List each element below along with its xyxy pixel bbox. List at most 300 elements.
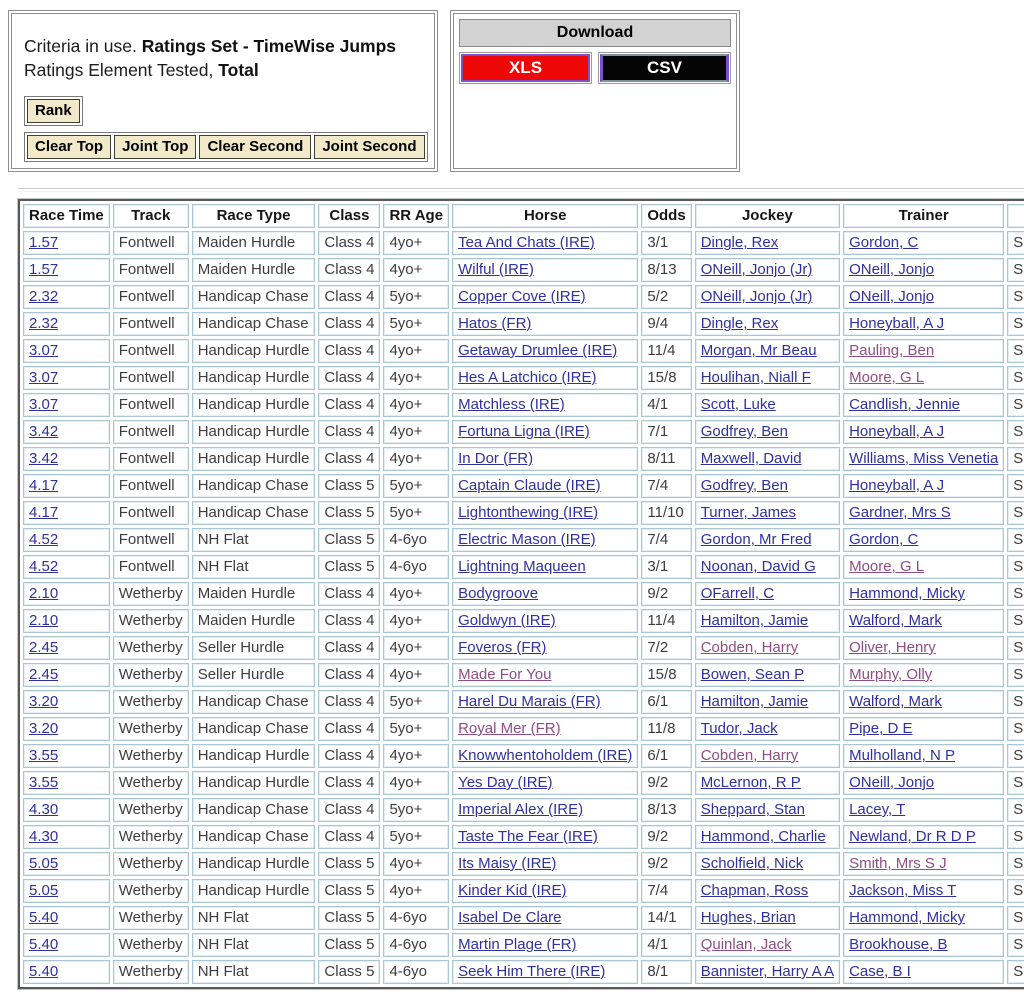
race-type-cell: Maiden Hurdle [192,609,316,633]
jockey-link[interactable]: Dingle, Rex [700,315,779,332]
horse-link[interactable]: Imperial Alex (IRE) [458,801,584,818]
table-row [23,582,1024,606]
race-type-cell: Handicap Chase [192,798,316,822]
race-type-cell: Maiden Hurdle [192,231,316,255]
trainer-link-cell [843,339,1004,363]
class-cell: Class 4 [318,771,380,795]
filter-button-row [24,132,422,162]
extra-cell: S [1007,609,1024,633]
trainer-link[interactable]: Honeyball, A J [849,315,945,332]
horse-link[interactable]: Harel Du Marais (FR) [458,693,601,710]
horse-link[interactable]: Copper Cove (IRE) [458,288,586,305]
horse-link[interactable]: Tea And Chats (IRE) [458,234,595,251]
trainer-link[interactable]: Hammond, Micky [849,909,965,926]
jockey-link[interactable]: Godfrey, Ben [700,423,788,440]
jockey-link[interactable]: Godfrey, Ben [700,477,788,494]
horse-link[interactable]: In Dor (FR) [458,450,534,467]
jockey-link[interactable]: Houlihan, Niall F [700,369,811,386]
extra-cell: S [1007,447,1024,471]
horse-link-cell [452,933,638,957]
trainer-link-cell [843,582,1004,606]
rr-age-cell: 4-6yo [383,960,449,984]
horse-link-cell [452,744,638,768]
jockey-link[interactable]: ONeill, Jonjo (Jr) [700,261,813,278]
odds-cell: 3/1 [641,555,691,579]
table-row [23,528,1024,552]
jockey-link[interactable]: Hamilton, Jamie [700,693,809,710]
race-time-link-cell [23,690,110,714]
extra-cell: S [1007,933,1024,957]
download-panel-title: Download [459,19,731,47]
rr-age-cell: 4yo+ [383,420,449,444]
jockey-link[interactable]: ONeill, Jonjo (Jr) [700,288,813,305]
trainer-link[interactable]: ONeill, Jonjo [849,774,935,791]
track-cell: Wetherby [113,636,189,660]
race-time-link-cell [23,258,110,282]
race-time-link-cell [23,285,110,309]
trainer-link-cell [843,447,1004,471]
class-cell: Class 5 [318,474,380,498]
race-time-link[interactable]: 3.42 [29,450,59,467]
criteria-line-2 [24,58,422,82]
jockey-link[interactable]: Scholfield, Nick [700,855,804,872]
column-header [1007,204,1024,228]
race-time-link[interactable]: 3.55 [29,747,59,764]
race-time-link[interactable]: 5.05 [29,855,59,872]
clear-top-button[interactable]: Clear Top [27,135,111,159]
class-cell: Class 5 [318,960,380,984]
track-cell: Fontwell [113,231,189,255]
horse-link[interactable]: Fortuna Ligna (IRE) [458,423,590,440]
horse-link[interactable]: Matchless (IRE) [458,396,565,413]
jockey-link-cell [695,771,840,795]
trainer-link-cell [843,852,1004,876]
race-time-link[interactable]: 4.52 [29,558,59,575]
horse-link[interactable]: Goldwyn (IRE) [458,612,556,629]
race-time-link[interactable]: 5.05 [29,882,59,899]
trainer-link[interactable]: Walford, Mark [849,693,942,710]
jockey-link-cell [695,879,840,903]
rr-age-cell: 5yo+ [383,474,449,498]
race-time-link[interactable]: 4.52 [29,531,59,548]
race-time-link[interactable]: 2.45 [29,639,59,656]
horse-link-cell [452,420,638,444]
extra-cell: S [1007,366,1024,390]
rr-age-cell: 4yo+ [383,366,449,390]
class-cell: Class 5 [318,501,380,525]
race-type-cell: Handicap Chase [192,474,316,498]
horse-link[interactable]: Lightonthewing (IRE) [458,504,599,521]
horse-link-cell [452,528,638,552]
rank-button[interactable]: Rank [27,99,80,123]
horse-link[interactable]: Bodygroove [458,585,539,602]
trainer-link[interactable]: Candlish, Jennie [849,396,960,413]
race-time-link[interactable]: 2.45 [29,666,59,683]
race-time-link-cell [23,798,110,822]
horse-link-cell [452,636,638,660]
jockey-link-cell [695,231,840,255]
horse-link-cell [452,690,638,714]
joint-top-button[interactable]: Joint Top [114,135,196,159]
table-row [23,366,1024,390]
race-time-link-cell [23,528,110,552]
horse-link[interactable]: Seek Him There (IRE) [458,963,606,980]
race-time-link[interactable]: 3.07 [29,369,59,386]
criteria-panel [8,10,438,172]
horse-link-cell [452,339,638,363]
jockey-link[interactable]: Hammond, Charlie [700,828,826,845]
jockey-link[interactable]: Bannister, Harry A A [700,963,835,980]
race-type-cell: NH Flat [192,528,316,552]
odds-cell: 15/8 [641,366,691,390]
extra-cell: S [1007,744,1024,768]
race-time-link[interactable]: 2.32 [29,315,59,332]
trainer-link-cell [843,825,1004,849]
table-row [23,798,1024,822]
odds-cell: 8/11 [641,447,691,471]
download-csv-button[interactable]: CSV [600,54,729,82]
criteria-line-1-prefix: Criteria in use. [24,36,142,56]
race-time-link[interactable]: 2.32 [29,288,59,305]
race-time-link[interactable]: 4.30 [29,828,59,845]
trainer-link[interactable]: Hammond, Micky [849,585,965,602]
jockey-link[interactable]: Hughes, Brian [700,909,796,926]
jockey-link-cell [695,474,840,498]
filter-button-shell [24,132,428,162]
race-time-link[interactable]: 3.07 [29,342,59,359]
jockey-link[interactable]: Chapman, Ross [700,882,809,899]
trainer-link-cell [843,636,1004,660]
trainer-link-cell [843,555,1004,579]
jockey-link[interactable]: OFarrell, C [700,585,775,602]
track-cell: Fontwell [113,420,189,444]
extra-cell: S [1007,717,1024,741]
race-time-link[interactable]: 5.40 [29,963,59,980]
odds-cell: 3/1 [641,231,691,255]
jockey-link-cell [695,825,840,849]
table-row [23,555,1024,579]
jockey-link[interactable]: Tudor, Jack [700,720,778,737]
race-time-link-cell [23,906,110,930]
jockey-link[interactable]: Maxwell, David [700,450,802,467]
trainer-link[interactable]: Smith, Mrs S J [849,855,947,872]
horse-link-cell [452,555,638,579]
trainer-link[interactable]: Pipe, D E [849,720,913,737]
race-type-cell: Handicap Hurdle [192,771,316,795]
race-time-link[interactable]: 5.40 [29,909,59,926]
race-time-link[interactable]: 3.55 [29,774,59,791]
jockey-link[interactable]: Sheppard, Stan [700,801,805,818]
trainer-link[interactable]: Jackson, Miss T [849,882,957,899]
trainer-link[interactable]: ONeill, Jonjo [849,288,935,305]
trainer-link-cell [843,744,1004,768]
trainer-link[interactable]: Walford, Mark [849,612,942,629]
column-header: Race Time [23,204,110,228]
trainer-link[interactable]: Pauling, Ben [849,342,935,359]
trainer-link-cell [843,960,1004,984]
race-type-cell: Maiden Hurdle [192,582,316,606]
race-time-link[interactable]: 1.57 [29,261,59,278]
jockey-link[interactable]: Scott, Luke [700,396,776,413]
jockey-link-cell [695,960,840,984]
jockey-link[interactable]: Dingle, Rex [700,234,779,251]
horse-link-cell [452,501,638,525]
odds-cell: 7/4 [641,528,691,552]
track-cell: Fontwell [113,339,189,363]
table-row [23,339,1024,363]
trainer-link[interactable]: Moore, G L [849,369,925,386]
race-time-link-cell [23,582,110,606]
odds-cell: 4/1 [641,933,691,957]
table-row [23,285,1024,309]
trainer-link[interactable]: Mulholland, N P [849,747,955,764]
horse-link[interactable]: Wilful (IRE) [458,261,534,278]
race-time-link[interactable]: 5.40 [29,936,59,953]
race-time-link[interactable]: 3.42 [29,423,59,440]
extra-cell: S [1007,690,1024,714]
jockey-link[interactable]: Quinlan, Jack [700,936,792,953]
horse-link-cell [452,474,638,498]
jockey-link[interactable]: Cobden, Harry [700,639,799,656]
jockey-link[interactable]: McLernon, R P [700,774,801,791]
jockey-link-cell [695,744,840,768]
clear-second-button[interactable]: Clear Second [199,135,311,159]
criteria-line-2-prefix: Ratings Element Tested, [24,60,219,80]
extra-cell: S [1007,960,1024,984]
trainer-link[interactable]: Lacey, T [849,801,906,818]
table-row [23,393,1024,417]
trainer-link[interactable]: Newland, Dr R D P [849,828,976,845]
rr-age-cell: 4yo+ [383,339,449,363]
trainer-link[interactable]: Honeyball, A J [849,477,945,494]
horse-link[interactable]: Isabel De Clare [458,909,562,926]
odds-cell: 11/10 [641,501,691,525]
class-cell: Class 4 [318,258,380,282]
horse-link-cell [452,771,638,795]
trainer-link[interactable]: Moore, G L [849,558,925,575]
race-type-cell: Seller Hurdle [192,663,316,687]
table-row [23,501,1024,525]
table-row [23,231,1024,255]
table-row [23,609,1024,633]
trainer-link-cell [843,933,1004,957]
horse-link[interactable]: Getaway Drumlee (IRE) [458,342,618,359]
class-cell: Class 4 [318,285,380,309]
extra-cell: S [1007,771,1024,795]
horse-link[interactable]: Captain Claude (IRE) [458,477,601,494]
download-xls-button[interactable]: XLS [461,54,590,82]
rank-button-row [24,96,422,126]
extra-cell: S [1007,258,1024,282]
trainer-link[interactable]: Murphy, Olly [849,666,933,683]
odds-cell: 9/2 [641,771,691,795]
extra-cell: S [1007,636,1024,660]
horse-link-cell [452,663,638,687]
horse-link-cell [452,609,638,633]
jockey-link-cell [695,663,840,687]
table-row [23,744,1024,768]
horse-link[interactable]: Hatos (FR) [458,315,532,332]
jockey-link[interactable]: Cobden, Harry [700,747,799,764]
horse-link[interactable]: Kinder Kid (IRE) [458,882,567,899]
horse-link-cell [452,906,638,930]
extra-cell: S [1007,798,1024,822]
extra-cell: S [1007,528,1024,552]
track-cell: Fontwell [113,528,189,552]
rr-age-cell: 4yo+ [383,663,449,687]
horse-link[interactable]: Taste The Fear (IRE) [458,828,598,845]
extra-cell: S [1007,285,1024,309]
table-row [23,420,1024,444]
class-cell: Class 5 [318,555,380,579]
trainer-link-cell [843,609,1004,633]
horse-link[interactable]: Its Maisy (IRE) [458,855,557,872]
race-type-cell: Handicap Chase [192,285,316,309]
rank-button-shell [24,96,83,126]
horse-link[interactable]: Foveros (FR) [458,639,547,656]
jockey-link-cell [695,852,840,876]
class-cell: Class 4 [318,312,380,336]
jockey-link[interactable]: Gordon, Mr Fred [700,531,812,548]
extra-cell: S [1007,825,1024,849]
jockey-link[interactable]: Turner, James [700,504,796,521]
ratings-table-body [23,231,1024,984]
table-row [23,690,1024,714]
column-header: Horse [452,204,638,228]
rr-age-cell: 4-6yo [383,906,449,930]
race-time-link[interactable]: 3.20 [29,693,59,710]
section-divider [18,188,1024,192]
top-row [8,10,1024,172]
class-cell: Class 4 [318,366,380,390]
race-time-link-cell [23,609,110,633]
horse-link[interactable]: Made For You [458,666,552,683]
rr-age-cell: 4yo+ [383,771,449,795]
extra-cell: S [1007,906,1024,930]
trainer-link-cell [843,366,1004,390]
race-time-link-cell [23,447,110,471]
csv-button-cell [598,52,731,84]
table-row [23,960,1024,984]
rr-age-cell: 5yo+ [383,825,449,849]
race-time-link[interactable]: 4.17 [29,504,59,521]
trainer-link[interactable]: Gardner, Mrs S [849,504,951,521]
race-time-link[interactable]: 3.20 [29,720,59,737]
trainer-link[interactable]: ONeill, Jonjo [849,261,935,278]
race-time-link[interactable]: 4.17 [29,477,59,494]
trainer-link[interactable]: Williams, Miss Venetia [849,450,999,467]
race-time-link-cell [23,312,110,336]
odds-cell: 14/1 [641,906,691,930]
trainer-link[interactable]: Honeyball, A J [849,423,945,440]
jockey-link[interactable]: Hamilton, Jamie [700,612,809,629]
jockey-link[interactable]: Noonan, David G [700,558,816,575]
trainer-link[interactable]: Brookhouse, B [849,936,948,953]
jockey-link-cell [695,636,840,660]
trainer-link[interactable]: Case, B I [849,963,911,980]
horse-link-cell [452,852,638,876]
jockey-link-cell [695,285,840,309]
trainer-link[interactable]: Oliver, Henry [849,639,936,656]
race-time-link[interactable]: 4.30 [29,801,59,818]
jockey-link-cell [695,366,840,390]
jockey-link-cell [695,258,840,282]
jockey-link[interactable]: Morgan, Mr Beau [700,342,817,359]
race-type-cell: Handicap Hurdle [192,879,316,903]
extra-cell: S [1007,663,1024,687]
rr-age-cell: 5yo+ [383,690,449,714]
extra-cell: S [1007,231,1024,255]
joint-second-button[interactable]: Joint Second [314,135,424,159]
race-time-link-cell [23,339,110,363]
horse-link-cell [452,879,638,903]
race-time-link-cell [23,366,110,390]
class-cell: Class 4 [318,339,380,363]
race-time-link[interactable]: 2.10 [29,612,59,629]
horse-link-cell [452,825,638,849]
odds-cell: 9/2 [641,852,691,876]
odds-cell: 6/1 [641,690,691,714]
trainer-link[interactable]: Gordon, C [849,531,919,548]
table-row [23,447,1024,471]
race-time-link[interactable]: 1.57 [29,234,59,251]
jockey-link-cell [695,555,840,579]
horse-link[interactable]: Yes Day (IRE) [458,774,553,791]
xls-button-cell [459,52,592,84]
jockey-link-cell [695,339,840,363]
race-time-link-cell [23,879,110,903]
rr-age-cell: 5yo+ [383,717,449,741]
rr-age-cell: 4yo+ [383,636,449,660]
trainer-link[interactable]: Gordon, C [849,234,919,251]
jockey-link[interactable]: Bowen, Sean P [700,666,805,683]
race-time-link-cell [23,744,110,768]
horse-link[interactable]: Lightning Maqueen [458,558,586,575]
race-type-cell: Handicap Chase [192,690,316,714]
rr-age-cell: 4yo+ [383,231,449,255]
class-cell: Class 4 [318,798,380,822]
horse-link[interactable]: Martin Plage (FR) [458,936,577,953]
race-time-link[interactable]: 3.07 [29,396,59,413]
horse-link[interactable]: Knowwhentoholdem (IRE) [458,747,633,764]
odds-cell: 7/4 [641,879,691,903]
horse-link[interactable]: Electric Mason (IRE) [458,531,596,548]
race-time-link-cell [23,231,110,255]
table-row [23,771,1024,795]
horse-link[interactable]: Hes A Latchico (IRE) [458,369,597,386]
odds-cell: 7/2 [641,636,691,660]
ratings-set-value: Ratings Set - TimeWise Jumps [141,36,396,56]
race-time-link-cell [23,636,110,660]
horse-link[interactable]: Royal Mer (FR) [458,720,561,737]
jockey-link-cell [695,393,840,417]
table-row [23,717,1024,741]
track-cell: Wetherby [113,879,189,903]
column-header: RR Age [383,204,449,228]
jockey-link-cell [695,906,840,930]
table-row [23,879,1024,903]
table-row [23,312,1024,336]
ratings-table [18,199,1024,989]
race-time-link-cell [23,960,110,984]
trainer-link-cell [843,420,1004,444]
race-type-cell: NH Flat [192,960,316,984]
class-cell: Class 4 [318,663,380,687]
rr-age-cell: 4yo+ [383,582,449,606]
download-panel [450,10,740,172]
race-time-link[interactable]: 2.10 [29,585,59,602]
extra-cell: S [1007,312,1024,336]
